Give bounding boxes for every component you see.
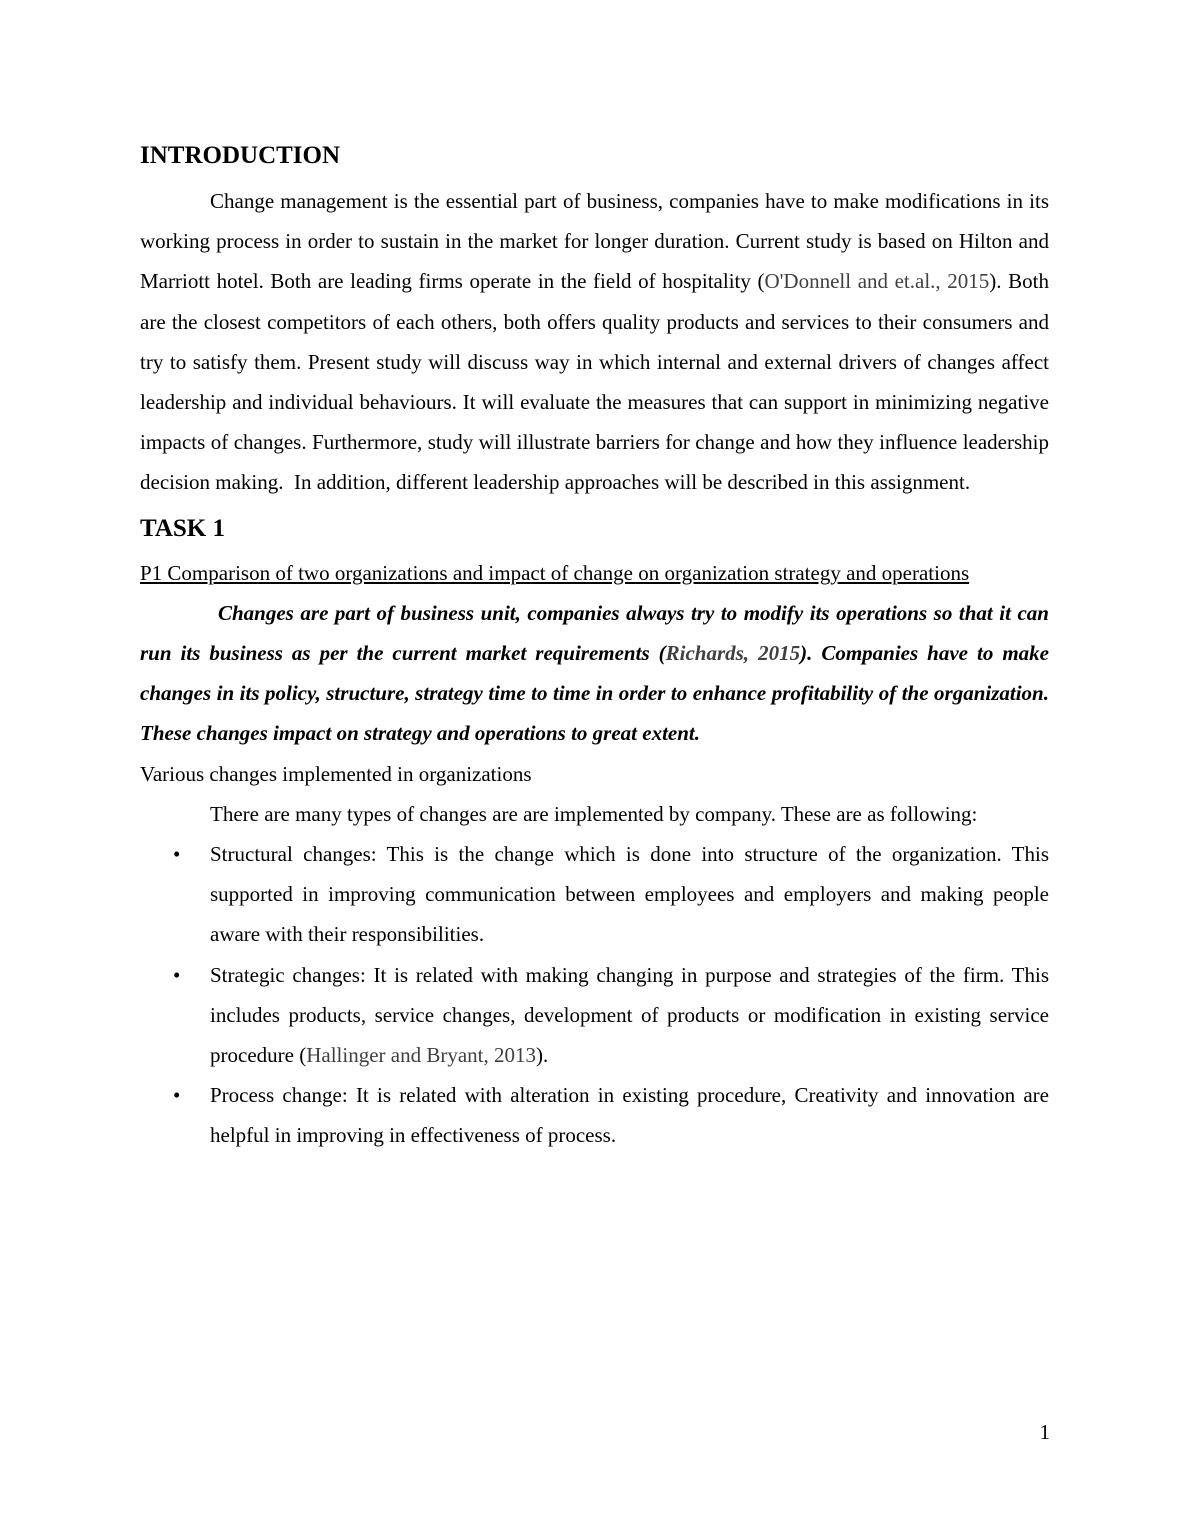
introduction-heading: INTRODUCTION: [140, 142, 341, 169]
intro-text-end: ). Both are the closest competitors of each others, both offers quality products and services to their consumers and try to satisfy them. Present study will discuss way in which internal and external drivers of changes affect leadership and individual behaviours. It will evaluate the measures that can support in minimizing negative impacts of changes. Furthermore, study will illustrate barriers for change and how they influence leadership decision making. In addition, different leadership approaches will be described in this assignment.: [140, 269, 1049, 495]
bullet-icon: •: [173, 962, 181, 987]
task1-bold-paragraph: [140, 593, 1049, 754]
bold-text-start: Changes are part of business unit, companies always try to modify its operations so that it can run its business as per the current market requirements (: [140, 600, 1049, 666]
bold-text-end: ). Companies have to make changes in its policy, structure, strategy time to time in order to enhance profitability of the organization. These changes impact on strategy and operations to great extent.: [140, 641, 1049, 746]
list-item-text-end: ).: [535, 1043, 549, 1068]
types-intro-paragraph: There are many types of changes are are implemented by company. These are as following:: [210, 801, 978, 826]
list-item-structural: [140, 834, 1049, 955]
intro-citation: O'Donnell and et.al., 2015: [764, 269, 990, 294]
bullet-icon: •: [173, 1083, 181, 1108]
various-changes-label: Various changes implemented in organizations: [140, 761, 532, 786]
p1-subheading: P1 Comparison of two organizations and impact of change on organization strategy and operations: [140, 560, 970, 585]
bold-citation: Richards, 2015: [665, 641, 801, 666]
list-item-text: Process change: It is related with alteration in existing procedure, Creativity and innovation are helpful in improving in effectiveness of process.: [210, 1083, 1049, 1148]
list-item-citation: Hallinger and Bryant, 2013: [306, 1043, 536, 1068]
list-item-process: [140, 1075, 1049, 1155]
page-number: 1: [1039, 1420, 1050, 1444]
list-item-text-start: Strategic changes: It is related with making changing in purpose and strategies of the firm. This includes products, service changes, development of products or modification in existing service procedure (: [210, 962, 1049, 1068]
change-types-list: [140, 834, 1049, 1156]
page-content: [140, 137, 1049, 1156]
task1-heading: TASK 1: [140, 514, 225, 542]
intro-text-start: Change management is the essential part of business, companies have to make modifications in its working process in order to sustain in the market for longer duration. Current study is based on Hilton and Marriott hotel. Both are leading firms operate in the field of hospitality (: [140, 189, 1049, 294]
list-item-strategic: [140, 955, 1049, 1076]
bullet-icon: •: [173, 842, 181, 867]
introduction-paragraph: [140, 181, 1049, 503]
list-item-text: Structural changes: This is the change which is done into structure of the organization. This supported in improving communication between employees and employers and making people aware with their responsibilities.: [210, 842, 1049, 947]
